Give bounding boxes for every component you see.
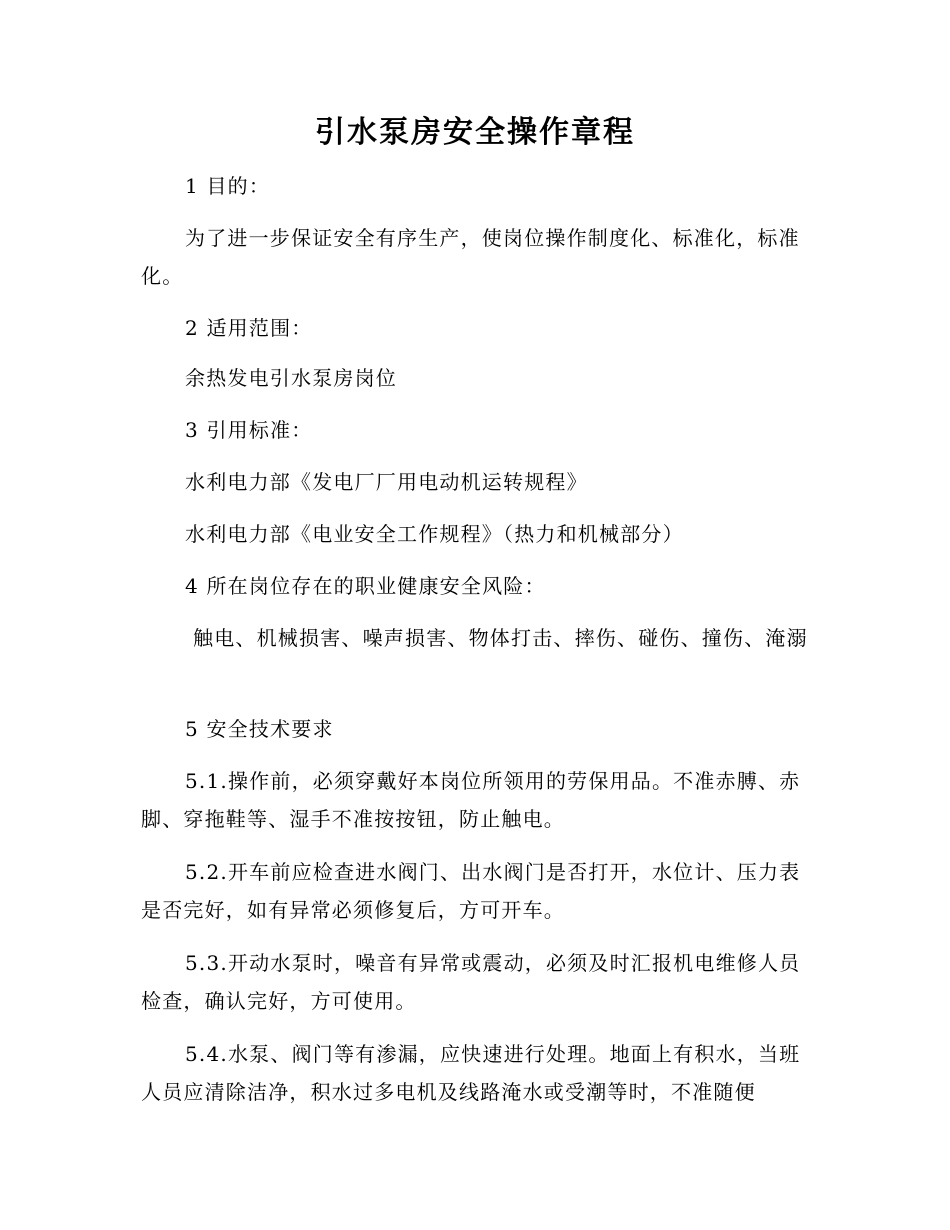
paragraph-requirement-5-1: 5.1.操作前，必须穿戴好本岗位所领用的劳保用品。不准赤膊、赤脚、穿拖鞋等、湿手不准按按钮，防止触电。 xyxy=(141,769,801,831)
paragraph-risks: 触电、机械损害、噪声损害、物体打击、摔伤、碰伤、撞伤、淹溺 xyxy=(193,626,808,650)
section-heading-purpose: 1 目的： xyxy=(185,174,271,198)
section-heading-scope: 2 适用范围： xyxy=(185,316,313,340)
section-heading-risks: 4 所在岗位存在的职业健康安全风险： xyxy=(185,574,546,598)
document-title: 引水泵房安全操作章程 xyxy=(315,115,635,150)
section-heading-safety-requirements: 5 安全技术要求 xyxy=(185,717,334,741)
paragraph-requirement-5-4: 5.4.水泵、阀门等有渗漏，应快速进行处理。地面上有积水，当班人员应清除洁净，积水过多电机及线路淹水或受潮等时，不准随便 xyxy=(141,1042,801,1104)
paragraph-requirement-5-2: 5.2.开车前应检查进水阀门、出水阀门是否打开，水位计、压力表是否完好，如有异常必须修复后，方可开车。 xyxy=(141,860,801,922)
paragraph-purpose: 为了进一步保证安全有序生产，使岗位操作制度化、标准化，标准化。 xyxy=(141,226,800,288)
paragraph-standard-2: 水利电力部《电业安全工作规程》（热力和机械部分） xyxy=(185,522,684,546)
paragraph-standard-1: 水利电力部《发电厂厂用电动机运转规程》 xyxy=(185,470,588,494)
paragraph-scope: 余热发电引水泵房岗位 xyxy=(185,366,397,390)
paragraph-requirement-5-3: 5.3.开动水泵时，噪音有异常或震动，必须及时汇报机电维修人员检查，确认完好，方可使用。 xyxy=(141,951,801,1013)
section-heading-standards: 3 引用标准： xyxy=(185,418,313,442)
